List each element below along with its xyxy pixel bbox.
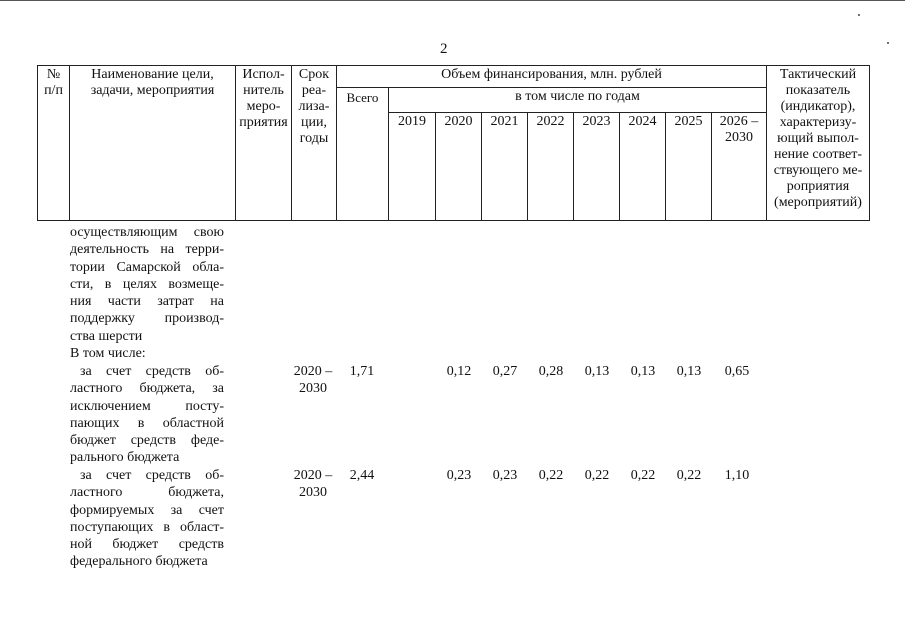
- scan-speck: [887, 42, 889, 44]
- text-line: поддержку производ-: [70, 311, 224, 327]
- text-line: тории Самарской обла-: [70, 259, 224, 275]
- row-value: 0,28: [538, 364, 564, 379]
- row-value: 1,10: [724, 468, 750, 483]
- row-value: 0,12: [446, 364, 472, 379]
- text-line: за счет средств об-: [80, 364, 224, 379]
- row-value: 0,13: [630, 364, 656, 379]
- header-year: 2025: [666, 113, 712, 221]
- text-line: ства шерсти: [70, 328, 143, 344]
- row-value: 0,23: [446, 468, 472, 483]
- row-value: 0,22: [630, 468, 656, 483]
- row-value: 0,65: [724, 364, 750, 379]
- header-year: 2020: [436, 113, 482, 221]
- row-value: 0,13: [584, 364, 610, 379]
- scan-edge-line: [0, 0, 905, 1]
- row-total: 1,71: [349, 364, 375, 379]
- text-line: формируемых за счет: [70, 502, 224, 518]
- header-term: Срок реа-лиза-ции, годы: [292, 66, 337, 221]
- text-line: исключением посту-: [70, 398, 224, 414]
- text-line: ной бюджет средств: [70, 537, 224, 553]
- header-year: 2021: [482, 113, 528, 221]
- header-name: Наименование цели, задачи, мероприятия: [70, 66, 236, 221]
- continuation-text: [70, 224, 224, 362]
- term-line: 2030: [299, 381, 327, 397]
- term-line: 2030: [299, 485, 327, 501]
- term-line: 2020 –: [293, 364, 333, 379]
- header-num: № п/п: [38, 66, 70, 221]
- text-line: пающих в областной: [70, 415, 224, 431]
- table-row-name: [70, 363, 224, 467]
- header-total: Всего: [337, 88, 389, 221]
- text-line: сти, в целях возмеще-: [70, 276, 224, 292]
- header-executor: Испол-нитель меро-приятия: [236, 66, 292, 221]
- text-line: деятельность на терри-: [70, 242, 224, 258]
- header-year: 2026 – 2030: [712, 113, 767, 221]
- header-volume: Объем финансирования, млн. рублей: [337, 66, 767, 88]
- page-number: 2: [440, 41, 448, 57]
- header-year: 2022: [528, 113, 574, 221]
- text-line: федерального бюджета: [70, 554, 208, 570]
- row-value: 0,22: [538, 468, 564, 483]
- row-value: 0,27: [492, 364, 518, 379]
- term-line: 2020 –: [293, 468, 333, 483]
- text-line: осуществляющим свою: [70, 225, 224, 240]
- text-line: ластного бюджета,: [70, 485, 224, 501]
- row-value: 0,22: [676, 468, 702, 483]
- scan-speck: [858, 14, 860, 16]
- header-indicator: Тактический показатель (индикатор), характеризу-ющий выпол-нение соответ-ствующего ме-роприятия (мероприятий): [767, 66, 870, 221]
- header-by-years: в том числе по годам: [389, 88, 767, 113]
- text-line: рального бюджета: [70, 450, 180, 466]
- text-line: ластного бюджета, за: [70, 381, 224, 397]
- table-row-name: [70, 467, 224, 571]
- text-line: за счет средств об-: [80, 468, 224, 483]
- financing-table-header: [37, 65, 870, 221]
- row-value: 0,22: [584, 468, 610, 483]
- header-year: 2024: [620, 113, 666, 221]
- text-line: бюджет средств феде-: [70, 433, 224, 449]
- row-term: [290, 363, 336, 398]
- row-term: [290, 467, 336, 502]
- header-year: 2019: [389, 113, 436, 221]
- row-value: 0,13: [676, 364, 702, 379]
- row-value: 0,23: [492, 468, 518, 483]
- in-total-label: В том числе:: [70, 346, 146, 362]
- text-line: поступающих в област-: [70, 519, 224, 535]
- header-year: 2023: [574, 113, 620, 221]
- text-line: ния части затрат на: [70, 294, 224, 310]
- row-total: 2,44: [349, 468, 375, 483]
